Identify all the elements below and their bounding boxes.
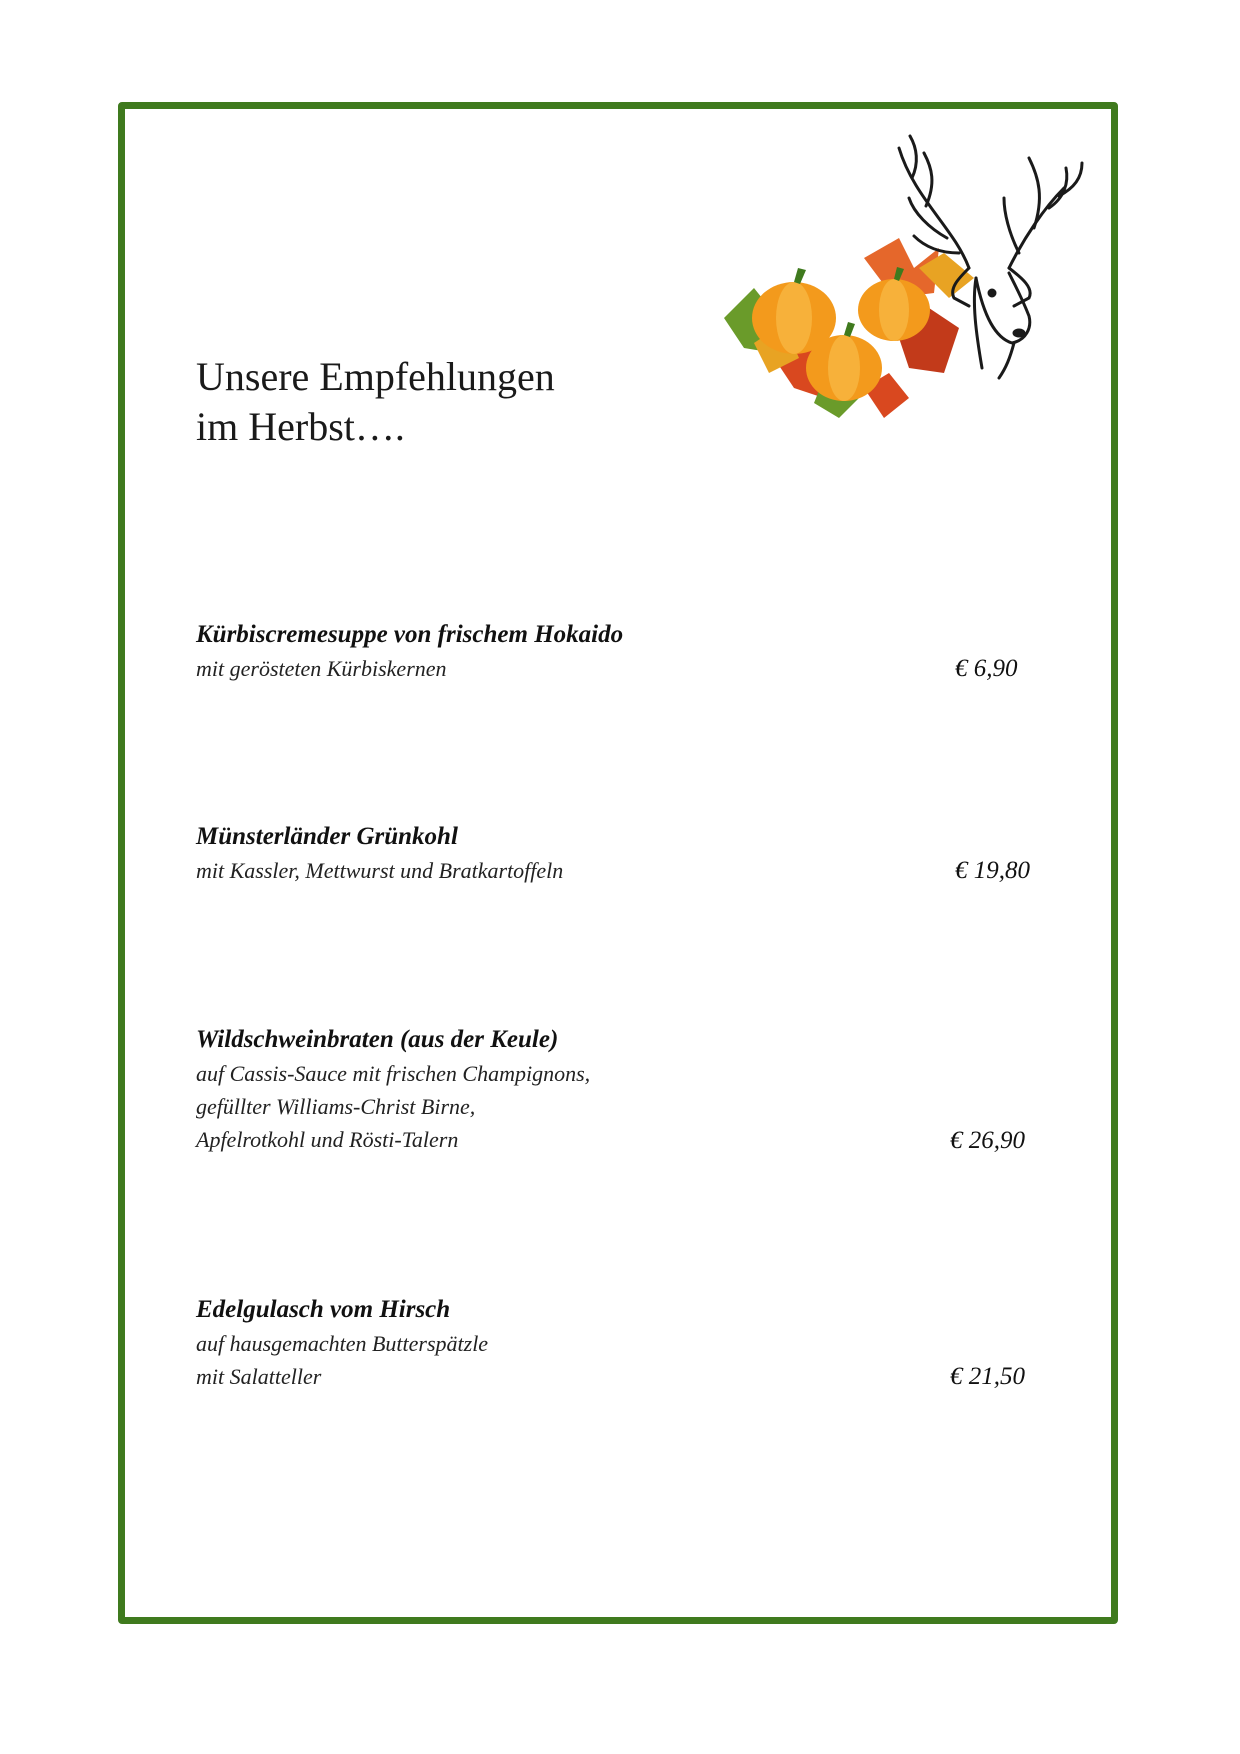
menu-item (196, 1023, 1076, 1156)
pumpkin-leaves-icon (724, 238, 974, 418)
dish-price: € 26,90 (950, 1127, 1025, 1154)
autumn-illustration (714, 128, 1084, 448)
dish-description: mit Salatteller (196, 1364, 322, 1389)
dish-description: mit gerösteten Kürbiskernen (196, 656, 447, 681)
dish-description: auf Cassis-Sauce mit frischen Champignons, (196, 1061, 591, 1086)
title-line-1: Unsere Empfehlungen (196, 354, 555, 399)
dish-name: Münsterländer Grünkohl (196, 823, 458, 850)
menu-item (196, 618, 1076, 685)
dish-description: auf hausgemachten Butterspätzle (196, 1331, 489, 1356)
dish-description: gefüllter Williams-Christ Birne, (196, 1094, 476, 1119)
dish-name: Kürbiscremesuppe von frischem Hokaido (196, 621, 624, 648)
dish-name: Edelgulasch vom Hirsch (196, 1296, 451, 1323)
dish-price: € 19,80 (955, 857, 1030, 884)
dish-price: € 6,90 (955, 655, 1018, 682)
dish-name: Wildschweinbraten (aus der Keule) (196, 1026, 559, 1053)
dish-description: mit Kassler, Mettwurst und Bratkartoffeln (196, 858, 564, 883)
dish-description: Apfelrotkohl und Rösti-Talern (196, 1127, 459, 1152)
dish-price: € 21,50 (950, 1363, 1025, 1390)
menu-item (196, 820, 1076, 887)
title-line-2: im Herbst…. (196, 404, 405, 449)
page-title (196, 352, 555, 452)
menu-item (196, 1293, 1076, 1393)
